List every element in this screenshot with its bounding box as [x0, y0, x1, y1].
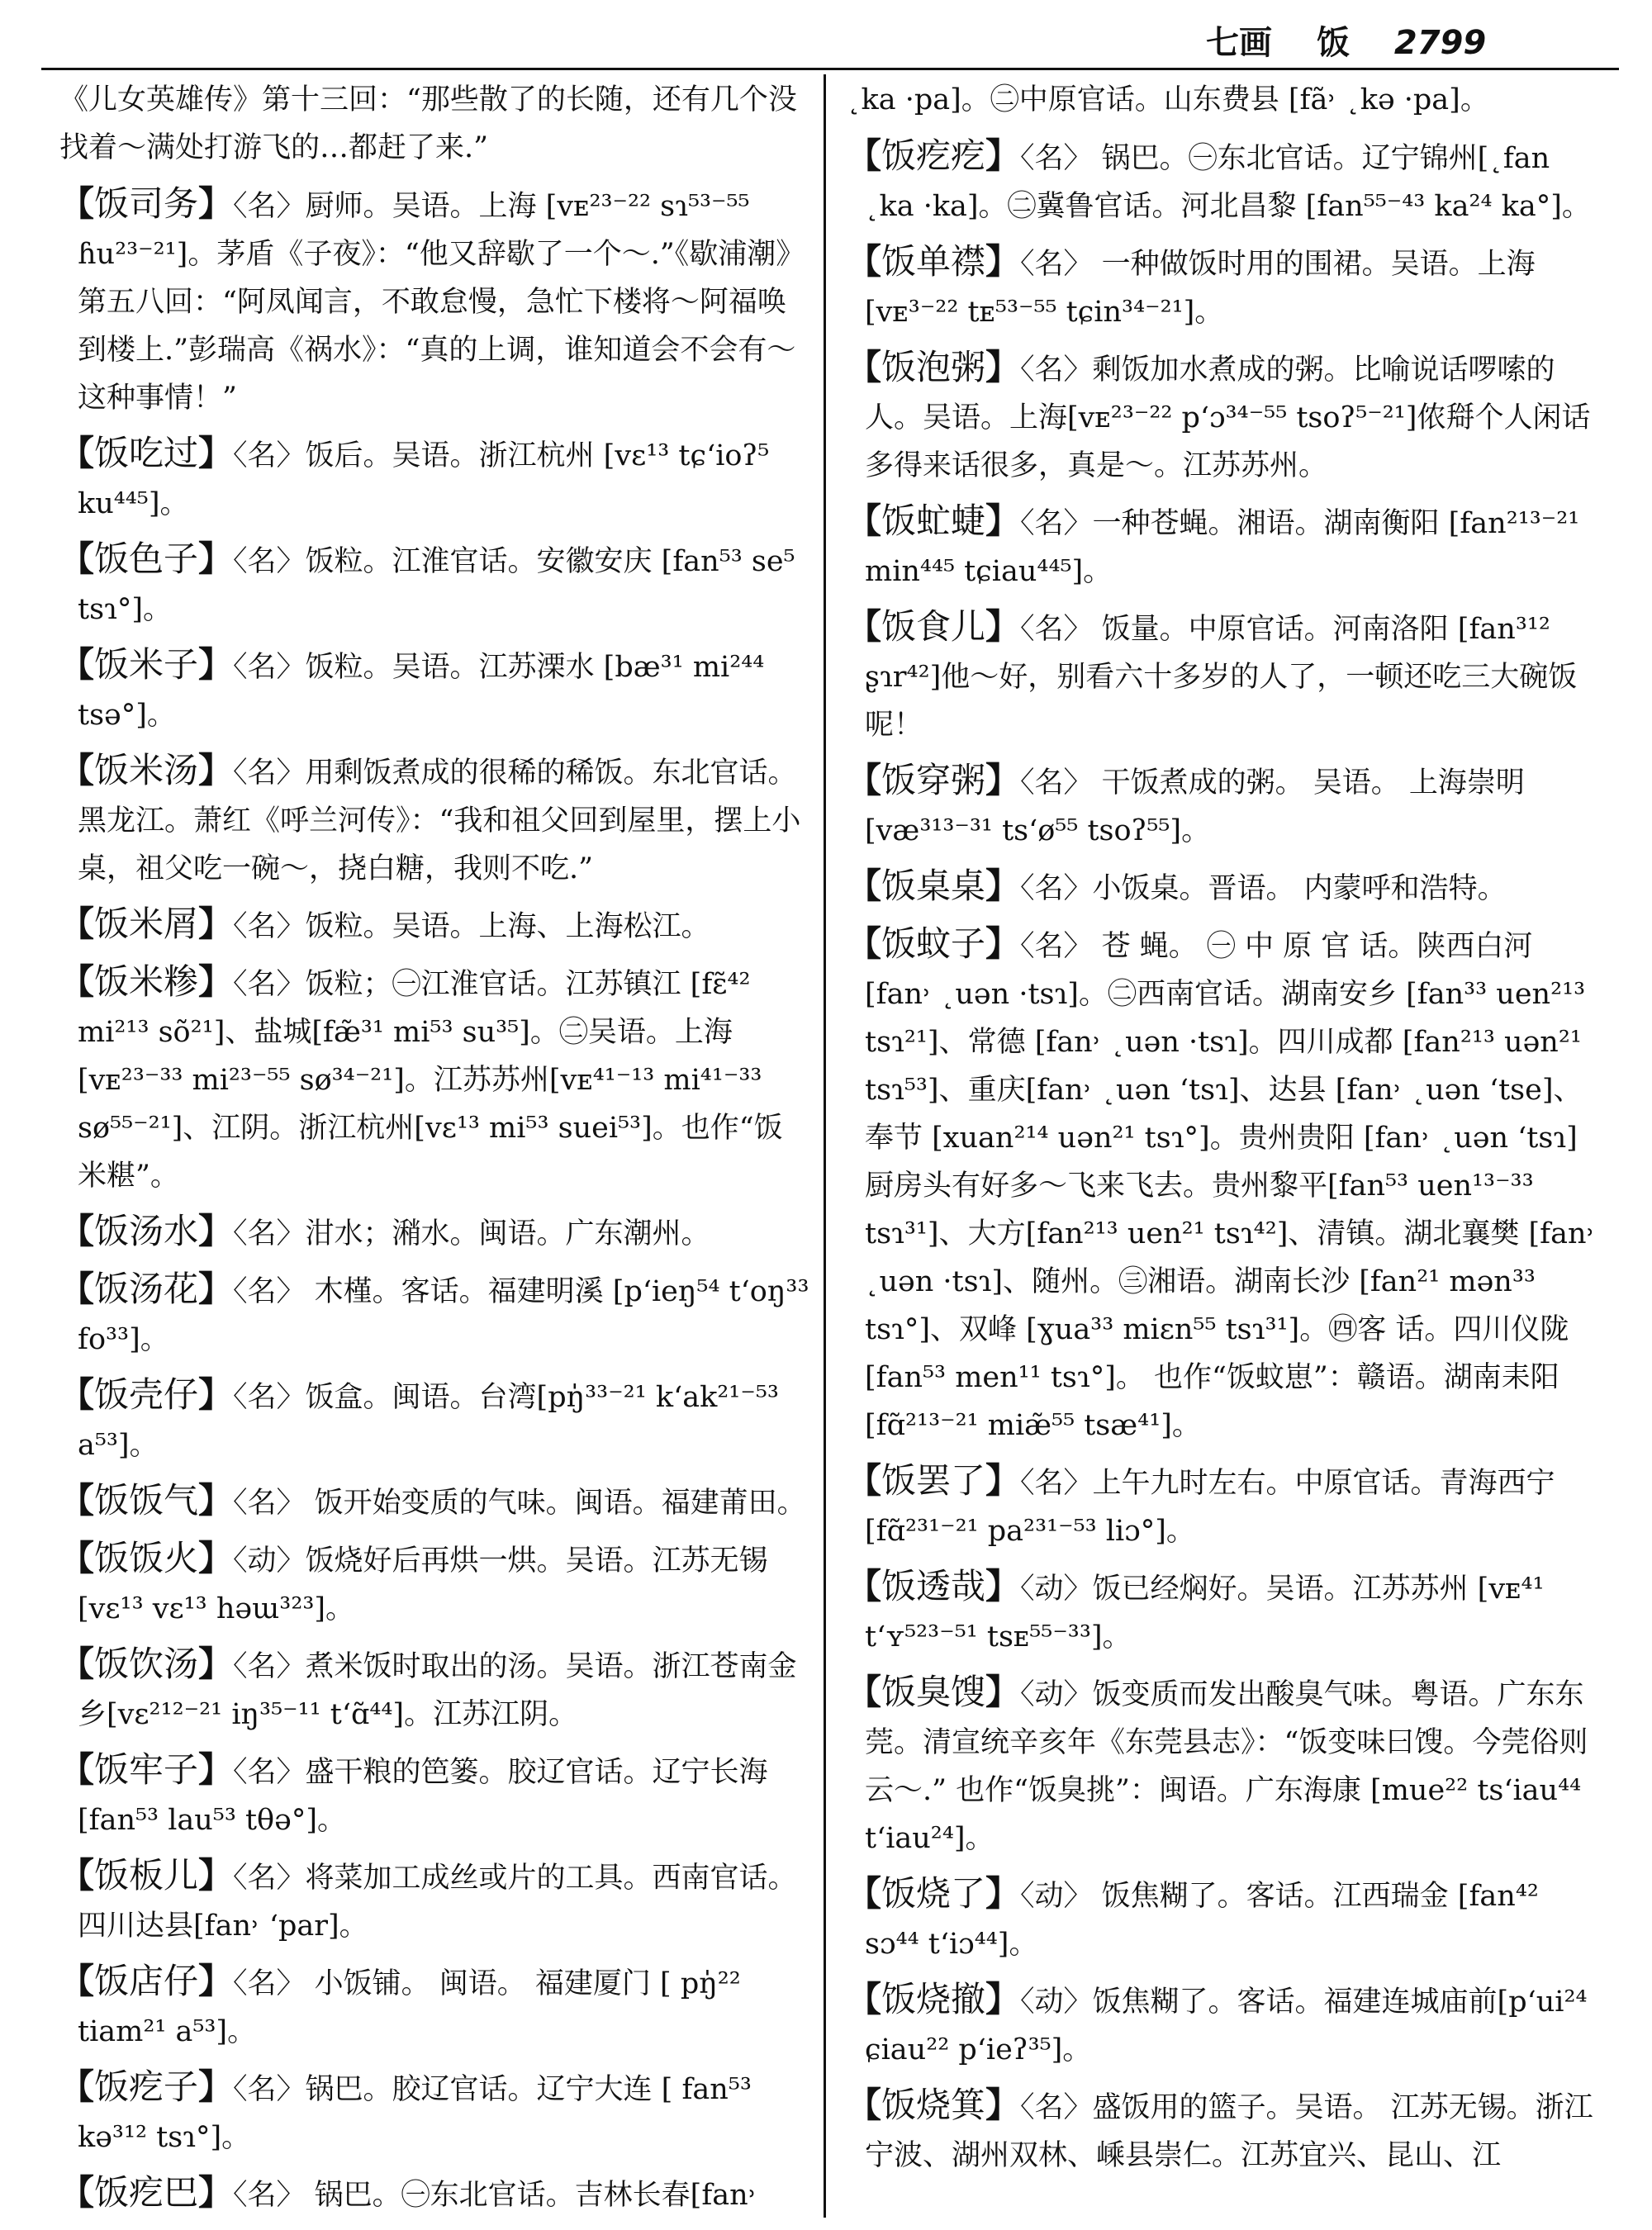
headword-bracket-close: 】	[985, 923, 1021, 964]
dictionary-entry	[59, 747, 811, 893]
entry-headword	[59, 1480, 233, 1521]
dictionary-entry	[59, 535, 811, 633]
headword-bracket-close: 】	[198, 750, 234, 790]
headword-text: 饭臭馊	[881, 1672, 986, 1712]
entry-definition: 〈名〉饭粒。江淮官话。安徽安庆 [fan⁵³ se⁵ tsɿ°]。	[78, 545, 795, 626]
headword-bracket-open: 【	[59, 1855, 95, 1896]
entry-definition: 〈名〉将菜加工成丝或片的工具。西南官话。四川达县[fan˒ ʻpar]。	[78, 1862, 797, 1943]
dictionary-entry	[847, 238, 1598, 336]
entry-definition: 〈名〉饭粒。吴语。江苏溧水 [bæ³¹ mi²⁴⁴ tsə°]。	[78, 651, 765, 732]
dictionary-entry	[847, 862, 1598, 913]
entry-definition: 〈名〉饭盒。闽语。台湾[pŋ̍³³⁻²¹ kʻak²¹⁻⁵³ a⁵³]。	[78, 1381, 779, 1462]
dictionary-entry	[847, 920, 1598, 1450]
entry-definition: 〈动〉饭变质而发出酸臭气味。粤语。广东东莞。清宣统辛亥年《东莞县志》：“饭变味曰馊。今莞俗则云～.” 也作“饭臭挑”：闽语。广东海康 [mue²² tsʻiau⁴⁴ tʻiau²⁴]。	[865, 1678, 1588, 1855]
entry-headword	[59, 183, 233, 224]
dictionary-entry	[59, 1852, 811, 1950]
dictionary-entry	[59, 2169, 811, 2219]
page-number: 2799	[1393, 24, 1487, 62]
headword-bracket-close: 】	[198, 1855, 234, 1896]
headword-bracket-open: 【	[59, 433, 95, 473]
headword-text: 饭食儿	[881, 606, 986, 647]
headword-bracket-open: 【	[847, 2085, 882, 2125]
entry-definition: 〈名〉 饭量。中原官话。河南洛阳 [fan³¹² ʂɿr⁴²]他～好，别看六十多岁的人了，一顿还吃三大碗饭呢！	[865, 613, 1578, 742]
headword-text: 饭色子	[94, 539, 199, 579]
entry-headword	[59, 1269, 233, 1309]
entry-headword	[59, 2172, 233, 2213]
headword-bracket-close: 】	[985, 2085, 1021, 2125]
dictionary-entry	[59, 900, 811, 951]
dictionary-entry	[847, 1870, 1598, 1968]
entry-definition: 〈名〉盛饭用的篮子。吴语。 江苏无锡。浙江宁波、湖州双林、嵊县崇仁。江苏宜兴、昆山、江	[865, 2091, 1593, 2172]
headword-bracket-close: 】	[985, 606, 1021, 647]
headword-bracket-close: 】	[198, 1538, 234, 1578]
entry-definition: 〈名〉 苍 蝇。 ㊀ 中 原 官 话。陕西白河 [fan˒ ˛uən ·tsɿ]。㊁西南官话。湖南安乡 [fan³³ uen²¹³ tsɿ²¹]、常德 [fan˒ ˛uən ·tsɿ]。四川成都 [fan²¹³ uən²¹ tsɿ⁵³]、重庆[fan˒ ˛uən ʻtsɿ]、达县 [fan˒ ˛uən ʻtse]、奉节 [xuan²¹⁴ uən²¹ tsɿ°]。贵州贵阳 [fan˒ ˛uən ʻtsɿ]厨房头有好多～飞来飞去。贵州黎平[fan⁵³ uen¹³⁻³³ tsɿ³¹]、大方[fan²¹³ uen²¹ tsɿ⁴²]、清镇。湖北襄樊 [fan˒ ˛uən ·tsɿ]、随州。㊂湘语。湖南长沙 [fan²¹ mən³³ tsɿ°]、双峰 [ɣua³³ miɛn⁵⁵ tsɿ³¹]。㊃客 话。四川仪陇[fan⁵³ men¹¹ tsɿ°]。 也作“饭蚊崽”：赣语。湖南耒阳[fɑ̃²¹³⁻²¹ miæ̃⁵⁵ tsæ⁴¹]。	[865, 930, 1596, 1442]
headword-text: 饭吃过	[94, 433, 199, 473]
entry-headword	[847, 1873, 1020, 1914]
headword-text: 饭透哉	[881, 1566, 986, 1606]
entry-headword	[847, 501, 1020, 541]
entry-list	[847, 132, 1598, 2180]
entry-definition: 〈名〉 饭开始变质的气味。闽语。福建莆田。	[233, 1487, 806, 1520]
headword-text: 饭壳仔	[94, 1374, 199, 1415]
headword-text: 饭饭气	[94, 1480, 199, 1521]
entry-definition: 〈名〉煮米饭时取出的汤。吴语。浙江苍南金乡[vɛ²¹²⁻²¹ iŋ³⁵⁻¹¹ tʻɑ̃⁴⁴]。江苏江阴。	[78, 1650, 797, 1731]
entry-headword	[59, 1749, 233, 1790]
entry-headword	[59, 904, 233, 944]
headword-text: 饭烧了	[881, 1873, 986, 1914]
entry-headword	[847, 241, 1020, 282]
headword-text: 饭罢了	[881, 1460, 986, 1501]
dictionary-entry	[59, 429, 811, 528]
headword-bracket-open: 【	[59, 1269, 95, 1309]
entry-list	[59, 180, 811, 2219]
headword-text: 饭司务	[94, 183, 199, 224]
headword-text: 饭单襟	[881, 241, 986, 282]
entry-definition: 〈名〉用剩饭煮成的很稀的稀饭。东北官话。黑龙江。萧红《呼兰河传》：“我和祖父回到屋里，摆上小桌，祖父吃一碗～，挠白糖，我则不吃.”	[78, 757, 801, 885]
headword-bracket-close: 】	[198, 1269, 234, 1309]
dictionary-entry	[59, 1265, 811, 1364]
headword-bracket-close: 】	[198, 2172, 234, 2213]
entry-definition: 〈名〉剩饭加水煮成的粥。比喻说话啰嗦的人。吴语。上海[vᴇ²³⁻²² pʻɔ³⁴⁻⁵⁵ tsoʔ⁵⁻²¹]侬搿个人闲话多得来话很多，真是～。江苏苏州。	[865, 353, 1591, 482]
headword-bracket-close: 】	[198, 904, 234, 944]
headword-text: 饭饮汤	[94, 1644, 199, 1684]
continuation-text: ˛ka ·pa]。㊁中原官话。山东费县 [fã˒ ˛kə ·pa]。	[847, 83, 1489, 116]
headword-bracket-close: 】	[198, 539, 234, 579]
dictionary-entry	[847, 1563, 1598, 1661]
dictionary-entry	[59, 1746, 811, 1844]
headword-bracket-close: 】	[985, 135, 1021, 176]
headword-text: 饭穿粥	[881, 760, 986, 800]
headword-bracket-open: 【	[847, 1566, 882, 1606]
headword-bracket-open: 【	[847, 241, 882, 282]
headword-bracket-open: 【	[847, 1979, 882, 2019]
headword-text: 饭米屑	[94, 904, 199, 944]
left-column	[59, 76, 811, 2223]
dictionary-entry	[59, 2063, 811, 2161]
headword-bracket-open: 【	[847, 501, 882, 541]
dictionary-entry	[59, 641, 811, 739]
headword-bracket-close: 】	[985, 241, 1021, 282]
entry-definition: 〈名〉 锅巴。㊀东北官话。辽宁锦州[˛fan ˛ka ·ka]。㊁冀鲁官话。河北昌黎 [fan⁵⁵⁻⁴³ ka²⁴ ka°]。	[865, 142, 1591, 223]
stroke-count-label: 七画	[1206, 23, 1272, 62]
dictionary-entry	[847, 1668, 1598, 1862]
headword-bracket-close: 】	[985, 866, 1021, 906]
entry-headword	[59, 644, 233, 685]
dictionary-entry	[59, 1477, 811, 1527]
headword-text: 饭汤水	[94, 1211, 199, 1251]
entry-definition: 〈名〉 干饭煮成的粥。 吴语。 上海崇明 [væ³¹³⁻³¹ tsʻø⁵⁵ tsoʔ⁵⁵]。	[865, 766, 1525, 847]
entry-definition: 〈名〉小饭桌。晋语。 内蒙呼和浩特。	[1020, 872, 1507, 905]
dictionary-entry	[847, 757, 1598, 855]
headword-bracket-close: 】	[198, 644, 234, 685]
entry-headword	[847, 1460, 1020, 1501]
entry-definition: 〈动〉饭烧好后再烘一烘。吴语。江苏无锡 [vɛ¹³ vɛ¹³ həɯ³²³]。	[78, 1544, 768, 1625]
headword-bracket-close: 】	[985, 1873, 1021, 1914]
entry-definition: 〈名〉 锅巴。㊀东北官话。吉林长春[fan˒	[233, 2179, 757, 2212]
dictionary-entry	[847, 1457, 1598, 1555]
headword-bracket-close: 】	[198, 1961, 234, 2001]
headword-text: 饭饭火	[94, 1538, 199, 1578]
headword-text: 饭蚊子	[881, 923, 986, 964]
right-column	[847, 76, 1598, 2223]
entry-headword	[59, 1961, 233, 2001]
entry-definition: 〈名〉 木槿。客话。福建明溪 [pʻieŋ⁵⁴ tʻoŋ³³ fo³³]。	[78, 1275, 809, 1356]
dictionary-entry	[847, 603, 1598, 749]
header-rule	[41, 68, 1619, 70]
entry-headword	[847, 866, 1020, 906]
headword-text: 饭米汤	[94, 750, 199, 790]
entry-definition: 〈名〉厨师。吴语。上海 [vᴇ²³⁻²² sɿ⁵³⁻⁵⁵ ɦu²³⁻²¹]。茅盾《子夜》：“他又辞歇了一个～.”《歇浦潮》第五八回：“阿凤闻言，不敢怠慢，急忙下楼将～阿福唤到楼上.”彭瑞高《祸水》：“真的上调，谁知道会不会有～这种事情！”	[78, 190, 805, 415]
headword-text: 饭牢子	[94, 1749, 199, 1790]
entry-headword	[59, 961, 233, 1002]
headword-bracket-close: 】	[198, 1749, 234, 1790]
entry-definition: 〈名〉一种苍蝇。湘语。湖南衡阳 [fan²¹³⁻²¹ min⁴⁴⁵ tɕiau⁴⁴⁵]。	[865, 507, 1580, 588]
dictionary-entry	[847, 497, 1598, 595]
radical-character: 饭	[1316, 23, 1350, 62]
dictionary-entry	[847, 132, 1598, 230]
entry-headword	[59, 433, 233, 473]
dictionary-entry	[59, 180, 811, 422]
dictionary-entry	[847, 344, 1598, 490]
headword-bracket-close: 】	[985, 1460, 1021, 1501]
entry-headword	[59, 1855, 233, 1896]
entry-definition: 〈名〉泔水；潲水。闽语。广东潮州。	[233, 1217, 710, 1250]
entry-definition: 〈动〉饭焦糊了。客话。福建连城庙前[pʻui²⁴ ɕiau²² pʻieʔ³⁵]。	[865, 1986, 1588, 2066]
headword-text: 饭疙巴	[94, 2172, 199, 2213]
entry-definition: 〈名〉盛干粮的笆篓。胶辽官话。辽宁长海 [fan⁵³ lau⁵³ tθə°]。	[78, 1756, 768, 1837]
entry-headword	[847, 606, 1020, 647]
entry-definition: 〈名〉饭后。吴语。浙江杭州 [vɛ¹³ tɕʻioʔ⁵ ku⁴⁴⁵]。	[78, 439, 770, 520]
headword-bracket-close: 】	[985, 1979, 1021, 2019]
dictionary-entry	[59, 958, 811, 1200]
entry-headword	[59, 2066, 233, 2107]
headword-bracket-open: 【	[59, 1374, 95, 1415]
page-header	[1206, 17, 1635, 66]
dictionary-entry	[59, 1371, 811, 1469]
headword-bracket-close: 】	[985, 760, 1021, 800]
headword-text: 饭汤花	[94, 1269, 199, 1309]
entry-definition: 〈名〉上午九时左右。中原官话。青海西宁 [fɑ̃²³¹⁻²¹ pa²³¹⁻⁵³ liɔ°]。	[865, 1467, 1555, 1548]
entry-headword	[847, 1672, 1020, 1712]
entry-headword	[59, 750, 233, 790]
headword-bracket-open: 【	[59, 644, 95, 685]
entry-headword	[59, 1538, 233, 1578]
headword-bracket-open: 【	[59, 1644, 95, 1684]
entry-definition: 〈名〉饭粒。吴语。上海、上海松江。	[233, 910, 710, 943]
headword-bracket-open: 【	[59, 1480, 95, 1521]
headword-bracket-open: 【	[847, 606, 882, 647]
entry-headword	[847, 135, 1020, 176]
headword-bracket-close: 】	[198, 1374, 234, 1415]
headword-text: 饭泡粥	[881, 347, 986, 387]
headword-bracket-open: 【	[59, 961, 95, 1002]
entry-definition: 〈名〉 一种做饭时用的围裙。吴语。上海 [vᴇ³⁻²² tᴇ⁵³⁻⁵⁵ tɕin³⁴⁻²¹]。	[865, 248, 1536, 329]
entry-headword	[847, 923, 1020, 964]
headword-bracket-open: 【	[847, 1460, 882, 1501]
headword-bracket-close: 】	[985, 501, 1021, 541]
dictionary-entry	[847, 2081, 1598, 2180]
entry-headword	[59, 1211, 233, 1251]
headword-bracket-open: 【	[59, 1749, 95, 1790]
headword-bracket-close: 】	[198, 1211, 234, 1251]
headword-text: 饭店仔	[94, 1961, 199, 2001]
headword-text: 饭米糁	[94, 961, 199, 1002]
headword-bracket-open: 【	[59, 1961, 95, 2001]
headword-text: 饭烧箕	[881, 2085, 986, 2125]
dictionary-entry	[59, 1957, 811, 2056]
dictionary-entry	[59, 1208, 811, 1258]
headword-bracket-close: 】	[198, 433, 234, 473]
entry-definition: 〈动〉饭已经焖好。吴语。江苏苏州 [vᴇ⁴¹ tʻʏ⁵²³⁻⁵¹ tsᴇ⁵⁵⁻³³]。	[865, 1573, 1545, 1654]
headword-bracket-close: 】	[985, 1672, 1021, 1712]
headword-bracket-close: 】	[198, 1644, 234, 1684]
dictionary-entry	[59, 1640, 811, 1739]
headword-bracket-open: 【	[847, 923, 882, 964]
dictionary-entry	[59, 1535, 811, 1633]
headword-text: 饭米子	[94, 644, 199, 685]
headword-text: 饭板儿	[94, 1855, 199, 1896]
headword-bracket-close: 】	[198, 961, 234, 1002]
headword-bracket-open: 【	[59, 904, 95, 944]
entry-headword	[59, 1374, 233, 1415]
headword-bracket-close: 】	[198, 183, 234, 224]
entry-definition: 〈名〉锅巴。胶辽官话。辽宁大连 [ fan⁵³ kə³¹² tsɿ°]。	[78, 2073, 752, 2154]
headword-bracket-open: 【	[59, 1211, 95, 1251]
headword-bracket-open: 【	[59, 750, 95, 790]
entry-definition: 〈动〉 饭焦糊了。客话。江西瑞金 [fan⁴² sɔ⁴⁴ tʻiɔ⁴⁴]。	[865, 1880, 1539, 1961]
entry-definition: 〈名〉 小饭铺。 闽语。 福建厦门 [ pŋ̍²² tiam²¹ a⁵³]。	[78, 1967, 741, 2048]
headword-text: 饭疙子	[94, 2066, 199, 2107]
dictionary-entry	[847, 1976, 1598, 2074]
headword-bracket-open: 【	[59, 539, 95, 579]
continuation-text: 《儿女英雄传》第十三回：“那些散了的长随，还有几个没找着～满处打游飞的…都赶了来.”	[59, 83, 797, 164]
entry-headword	[847, 2085, 1020, 2125]
entry-headword	[847, 760, 1020, 800]
headword-bracket-close: 】	[198, 1480, 234, 1521]
entry-headword	[59, 1644, 233, 1684]
headword-bracket-open: 【	[59, 2172, 95, 2213]
headword-bracket-open: 【	[59, 1538, 95, 1578]
headword-bracket-close: 】	[198, 2066, 234, 2107]
headword-bracket-close: 】	[985, 1566, 1021, 1606]
headword-text: 饭桌桌	[881, 866, 986, 906]
entry-headword	[847, 1979, 1020, 2019]
entry-headword	[59, 539, 233, 579]
entry-headword	[847, 347, 1020, 387]
headword-text: 饭虻蜨	[881, 501, 986, 541]
entry-definition: 〈名〉饭粒；㊀江淮官话。江苏镇江 [fɛ̃⁴² mi²¹³ sõ²¹]、盐城[fæ̃³¹ mi⁵³ su³⁵]。㊁吴语。上海 [vᴇ²³⁻³³ mi²³⁻⁵⁵ sø³⁴⁻²¹]。江苏苏州[vᴇ⁴¹⁻¹³ mi⁴¹⁻³³ sø⁵⁵⁻²¹]、江阴。浙江杭州[vɛ¹³ mi⁵³ suei⁵³]。也作“饭米糂”。	[78, 968, 783, 1193]
headword-bracket-open: 【	[847, 866, 882, 906]
headword-bracket-open: 【	[59, 2066, 95, 2107]
headword-bracket-close: 】	[985, 347, 1021, 387]
headword-text: 饭烧撤	[881, 1979, 986, 2019]
headword-bracket-open: 【	[847, 1672, 882, 1712]
entry-headword	[847, 1566, 1020, 1606]
headword-text: 饭疙疙	[881, 135, 986, 176]
headword-bracket-open: 【	[847, 760, 882, 800]
headword-bracket-open: 【	[59, 183, 95, 224]
headword-bracket-open: 【	[847, 347, 882, 387]
headword-bracket-open: 【	[847, 1873, 882, 1914]
headword-bracket-open: 【	[847, 135, 882, 176]
column-divider	[824, 74, 826, 2218]
